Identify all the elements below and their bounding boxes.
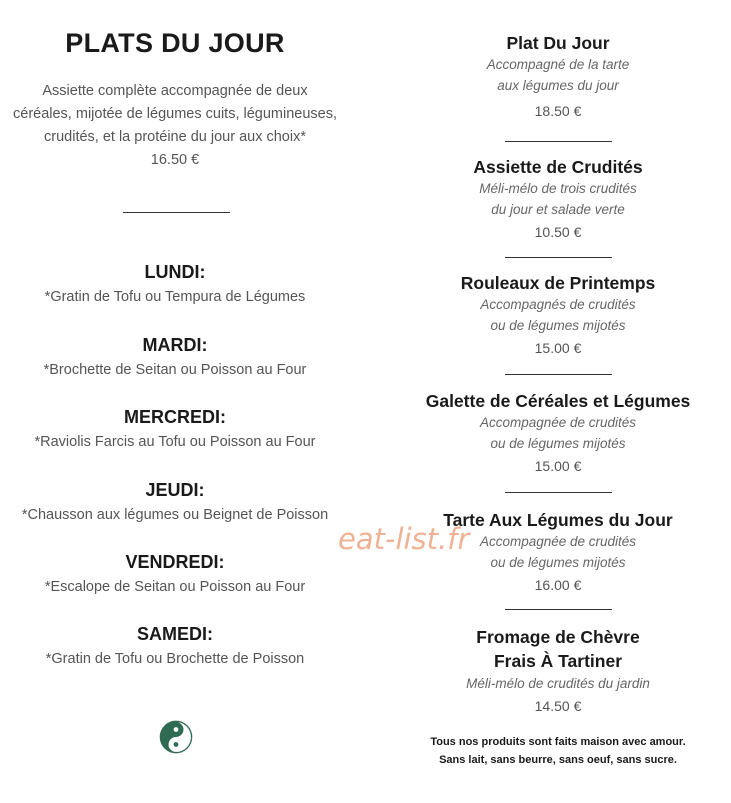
divider [505, 257, 612, 258]
dish-price: 10.50 € [534, 224, 582, 240]
divider [505, 141, 612, 142]
dish-desc: du jour et salade verte [491, 202, 625, 217]
dish-name: Plat Du Jour [506, 33, 610, 53]
dish-desc: Accompagnés de crudités [480, 297, 636, 312]
intro-line: Assiette complète accompagnée de deux [42, 83, 308, 99]
dish-desc: Accompagnée de crudités [479, 534, 637, 549]
dish-name: Assiette de Crudités [473, 157, 643, 177]
divider [505, 609, 612, 610]
day-name-vendredi: VENDREDI: [125, 552, 225, 572]
dish-desc: Accompagné de la tarte [486, 57, 630, 72]
dish-desc: Méli-mélo de trois crudités [479, 181, 637, 196]
dish-name: Frais À Tartiner [493, 651, 623, 671]
dish-assiette-crudites [385, 156, 731, 243]
dish-price: 14.50 € [534, 698, 582, 714]
footer-line: Tous nos produits sont faits maison avec amour. [430, 736, 686, 748]
intro-price: 16.50 € [150, 152, 200, 168]
yin-yang-icon [159, 720, 193, 754]
watermark: eat-list.fr [338, 522, 470, 556]
dish-desc: Méli-mélo de crudités du jardin [466, 676, 650, 691]
day-desc-samedi: *Gratin de Tofu ou Brochette de Poisson [45, 651, 305, 667]
dish-name: Galette de Céréales et Légumes [425, 391, 691, 411]
day-desc-mercredi: *Raviolis Farcis au Tofu ou Poisson au Four [34, 434, 316, 450]
intro-line: céréales, mijotée de légumes cuits, légumineuses, [13, 106, 337, 122]
day-name-samedi: SAMEDI: [137, 624, 213, 644]
divider [505, 492, 612, 493]
divider [505, 374, 612, 375]
dish-price: 16.00 € [534, 577, 582, 593]
footer-note [385, 733, 731, 769]
divider [123, 212, 230, 213]
dish-desc: ou de légumes mijotés [490, 555, 626, 570]
dish-desc: Accompagnée de crudités [479, 415, 637, 430]
day-desc-lundi: *Gratin de Tofu ou Tempura de Légumes [44, 289, 306, 305]
intro-line: crudités, et la protéine du jour aux choix* [44, 129, 306, 145]
dish-plat-du-jour [385, 32, 731, 122]
dish-name: Fromage de Chèvre [476, 627, 640, 647]
day-name-mercredi: MERCREDI: [124, 407, 226, 427]
dish-name: Rouleaux de Printemps [460, 273, 656, 293]
day-name-mardi: MARDI: [142, 335, 208, 355]
dish-price: 18.50 € [534, 103, 582, 119]
page-title: PLATS DU JOUR [65, 28, 285, 58]
footer-line: Sans lait, sans beurre, sans oeuf, sans sucre. [439, 754, 677, 766]
day-desc-jeudi: *Chausson aux légumes ou Beignet de Poisson [21, 507, 329, 523]
day-name-jeudi: JEUDI: [145, 480, 205, 500]
dish-desc: ou de légumes mijotés [490, 436, 626, 451]
day-name-lundi: LUNDI: [144, 262, 206, 282]
dish-galette-cereales [385, 390, 731, 477]
dish-price: 15.00 € [534, 340, 582, 356]
intro-text [5, 80, 345, 172]
dish-desc: ou de légumes mijotés [490, 318, 626, 333]
dish-price: 15.00 € [534, 458, 582, 474]
day-desc-vendredi: *Escalope de Seitan ou Poisson au Four [44, 579, 306, 595]
dish-rouleaux-printemps [385, 272, 731, 359]
dish-name: Tarte Aux Légumes du Jour [443, 510, 673, 530]
dish-desc: aux légumes du jour [497, 78, 619, 93]
dish-fromage-chevre [385, 625, 731, 717]
day-desc-mardi: *Brochette de Seitan ou Poisson au Four [43, 362, 307, 378]
